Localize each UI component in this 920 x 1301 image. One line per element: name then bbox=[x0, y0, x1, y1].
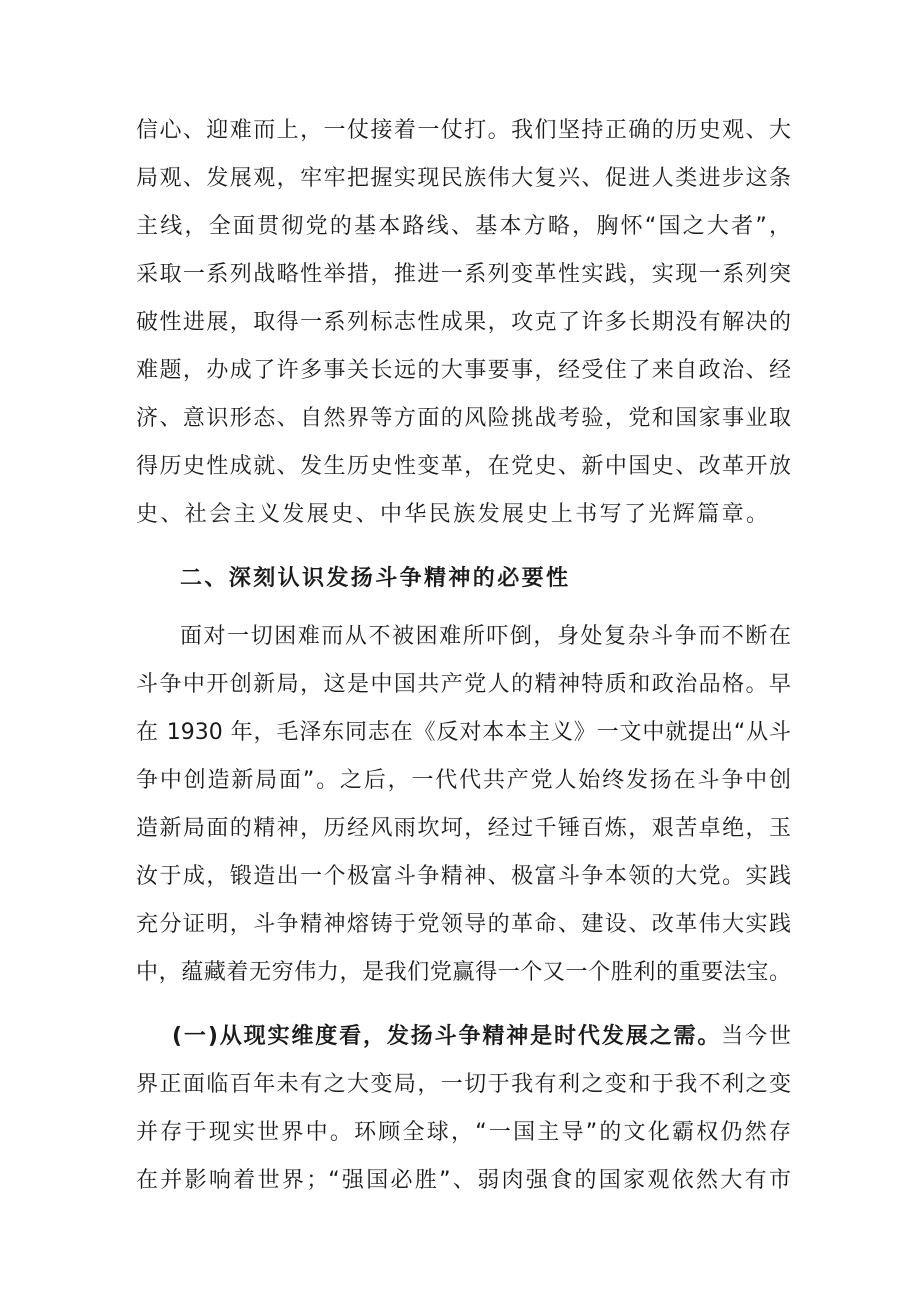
paragraph-line: 中，蕴藏着无穷伟力，是我们党赢得一个又一个胜利的重要法宝。 bbox=[136, 960, 791, 985]
paragraph-line: 并存于现实世界中。环顾全球，“一国主导”的文化霸权仍然存 bbox=[136, 1120, 791, 1145]
paragraph-line-last: 史、社会主义发展史、中华民族发展史上书写了光辉篇章。 bbox=[136, 502, 771, 527]
paragraph-line: 争中创造新局面”。之后，一代代共产党人始终发扬在斗争中创 bbox=[136, 768, 791, 793]
paragraph-line: 破性进展，取得一系列标志性成果，攻克了许多长期没有解决的 bbox=[136, 310, 791, 335]
paragraph-line: 济、意识形态、自然界等方面的风险挑战考验，党和国家事业取 bbox=[136, 406, 791, 431]
paragraph-line: 在并影响着世界；“强国必胜”、弱肉强食的国家观依然大有市 bbox=[136, 1168, 791, 1193]
paragraph-line: 造新局面的精神，历经风雨坎坷，经过千锤百炼，艰苦卓绝，玉 bbox=[136, 816, 791, 841]
paragraph-line: 局观、发展观，牢牢把握实现民族伟大复兴、促进人类进步这条 bbox=[136, 166, 791, 191]
paragraph-line: 难题，办成了许多事关长远的大事要事，经受住了来自政治、经 bbox=[136, 358, 791, 383]
paragraph-line: 在 1930 年，毛泽东同志在《反对本本主义》一文中就提出“从斗 bbox=[136, 720, 791, 745]
paragraph-line: 斗争中开创新局，这是中国共产党人的精神特质和政治品格。早 bbox=[136, 672, 791, 697]
paragraph-line: 界正面临百年未有之大变局，一切于我有利之变和于我不利之变 bbox=[136, 1072, 791, 1097]
section-heading: 二、深刻认识发扬斗争精神的必要性 bbox=[180, 566, 571, 591]
paragraph-line: 信心、迎难而上，一仗接着一仗打。我们坚持正确的历史观、大 bbox=[136, 118, 791, 143]
paragraph-line: 主线，全面贯彻党的基本路线、基本方略，胸怀“国之大者”， bbox=[136, 214, 791, 239]
paragraph-line: 充分证明，斗争精神熔铸于党领导的革命、建设、改革伟大实践 bbox=[136, 912, 791, 937]
paragraph-line: 汝于成，锻造出一个极富斗争精神、极富斗争本领的大党。实践 bbox=[136, 864, 791, 889]
paragraph-line: 面对一切困难而从不被困难所吓倒，身处复杂斗争而不断在 bbox=[180, 624, 791, 649]
subheading-line bbox=[172, 1018, 791, 1056]
paragraph-line: 得历史性成就、发生历史性变革，在党史、新中国史、改革开放 bbox=[136, 454, 791, 479]
subheading-bold: (一)从现实维度看，发扬斗争精神是时代发展之需。 bbox=[172, 1024, 722, 1049]
paragraph-line: 采取一系列战略性举措，推进一系列变革性实践，实现一系列突 bbox=[136, 262, 791, 287]
subheading-rest: 当今世 bbox=[721, 1024, 791, 1049]
